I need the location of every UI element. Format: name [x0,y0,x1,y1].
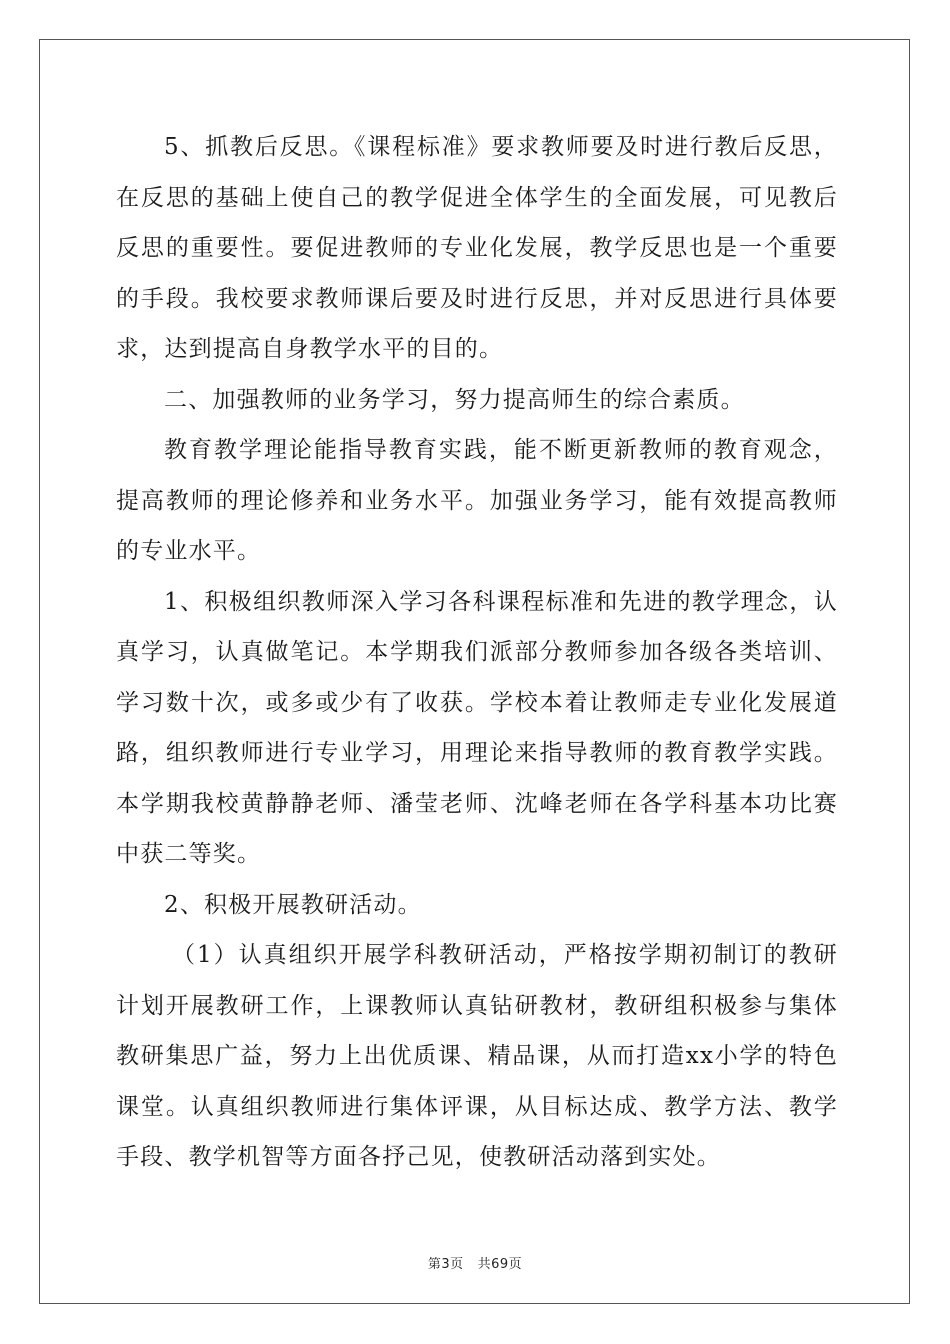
paragraph-item-2-1: （1）认真组织开展学科教研活动，严格按学期初制订的教研计划开展教研工作，上课教师认真钻研教材，教研组积极参与集体教研集思广益，努力上出优质课、精品课，从而打造xx小学的特色课堂。认真组织教师进行集体评课，从目标达成、教学方法、教学手段、教学机智等方面各抒己见，使教研活动落到实处。 [116,942,838,1170]
paragraph-theory: 教育教学理论能指导教育实践，能不断更新教师的教育观念，提高教师的理论修养和业务水平。加强业务学习，能有效提高教师的专业水平。 [116,437,838,564]
page-footer [0,1253,950,1272]
page-number: 第3页 [427,1257,464,1272]
paragraph-reflection: 5、抓教后反思。《课程标准》要求教师要及时进行教后反思，在反思的基础上使自己的教学促进全体学生的全面发展，可见教后反思的重要性。要促进教师的专业化发展，教学反思也是一个重要的手段。我校要求教师课后要及时进行反思，并对反思进行具体要求，达到提高自身教学水平的目的。 [116,134,838,362]
page-total: 共69页 [477,1257,523,1272]
section-heading-study: 二、加强教师的业务学习，努力提高师生的综合素质。 [164,386,745,413]
paragraph-item-1: 1、积极组织教师深入学习各科课程标准和先进的教学理念，认真学习，认真做笔记。本学期我们派部分教师参加各级各类培训、学习数十次，或多或少有了收获。学校本着让教师走专业化发展道路，组织教师进行专业学习，用理论来指导教师的教育教学实践。本学期我校黄静静老师、潘莹老师、沈峰老师在各学科基本功比赛中获二等奖。 [116,588,838,867]
paragraph-item-2: 2、积极开展教研活动。 [164,891,422,918]
document-body [116,122,838,1183]
